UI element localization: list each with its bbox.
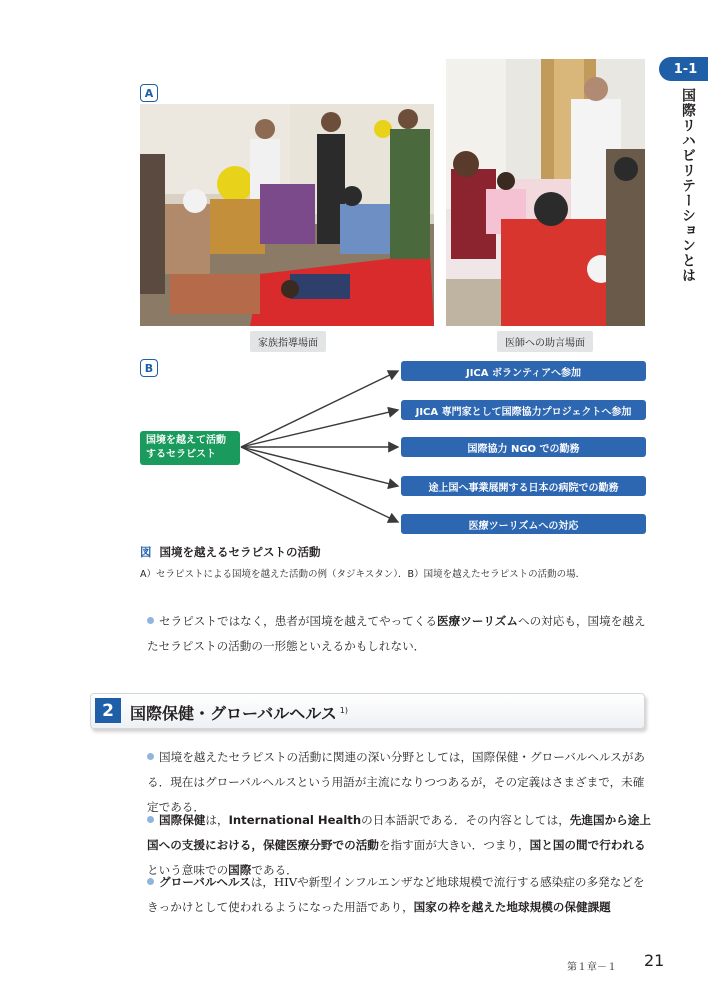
diagram-target-1: JICA ボランティアへ参加 xyxy=(401,361,646,381)
figure-caption-title xyxy=(140,544,321,560)
section-ref: 1) xyxy=(339,705,348,715)
diagram-target-2: JICA 専門家として国際協力プロジェクトへ参加 xyxy=(401,400,646,420)
section-title: 国際保健・グローバルヘルス $^{1)}$ xyxy=(130,704,348,723)
photo-a-caption: 家族指導場面 xyxy=(250,331,326,352)
photo-b-caption: 医師への助言場面 xyxy=(497,331,593,352)
bullet-icon xyxy=(147,753,154,760)
figure-caption-description: A）セラピストによる国境を越えた活動の例（タジキスタン）．B）国境を越えたセラピストの活動の場． xyxy=(140,569,586,580)
footer-chapter: 第１章－１ xyxy=(567,962,617,973)
arrow-5 xyxy=(241,447,398,522)
chapter-tab-number: 1-1 xyxy=(659,57,708,81)
bullet-icon xyxy=(147,816,154,823)
diagram-source-box: 国境を越えて活動するセラピスト xyxy=(140,431,240,465)
figure-label-b: B xyxy=(140,359,158,377)
figure-mark: 図 xyxy=(140,545,152,559)
arrow-2 xyxy=(241,410,398,447)
arrow-4 xyxy=(241,447,398,486)
diagram-target-3: 国際協力 NGO での勤務 xyxy=(401,437,646,457)
paragraph-global-health-intro: 国境を越えたセラピストの活動に関連の深い分野としては，国際保健・グローバルヘルスがある．現在はグローバルヘルスという用語が主流になりつつあるが，その定義はさまざまで，未確定である． xyxy=(147,750,646,814)
bullet-icon xyxy=(147,878,154,885)
diagram-target-5: 医療ツーリズムへの対応 xyxy=(401,514,646,534)
section-number: 2 xyxy=(95,698,121,723)
paragraph-medical-tourism: セラピストではなく，患者が国境を越えてやってくる医療ツーリズムへの対応も，国境を越えたセラピストの活動の一形態といえるかもしれない． xyxy=(147,614,646,653)
arrow-1 xyxy=(241,371,398,447)
paragraph-international-health: 国際保健は，International Healthの日本語訳である．その内容としては，先進国から途上国への支援における，保健医療分野での活動を指す面が大きい．つまり，国と国の間で行われるという意味での国際である． xyxy=(147,813,651,877)
bullet-icon xyxy=(147,617,154,624)
paragraph-global-health-definition: グローバルヘルスは，HIVや新型インフルエンザなど地球規模で流行する感染症の多発などをきっかけとして使われるようになった用語であり，国家の枠を越えた地球規模の保健課題 xyxy=(147,875,645,914)
chapter-tab-title: 国際リハビリテーションとは xyxy=(680,88,696,283)
figure-label-a: A xyxy=(140,84,158,102)
figure-title-text: 国境を越えるセラピストの活動 xyxy=(159,545,321,559)
page-number: 21 xyxy=(644,951,665,970)
diagram-target-4: 途上国へ事業展開する日本の病院での勤務 xyxy=(401,476,646,496)
